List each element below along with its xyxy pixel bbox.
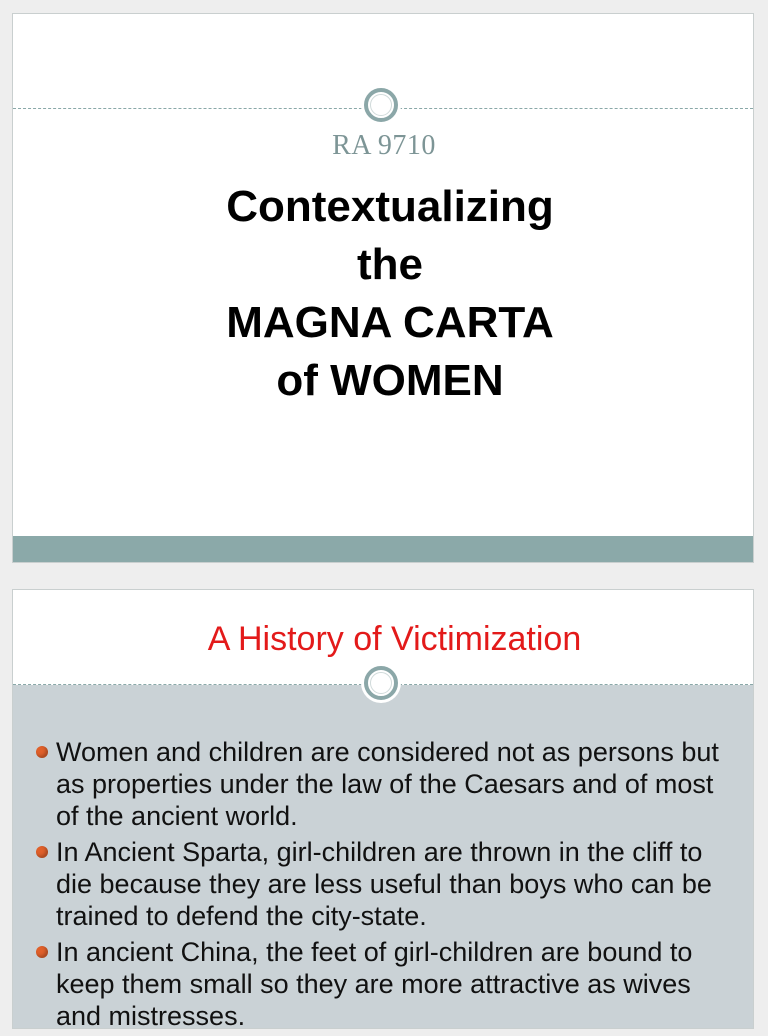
slide-subtitle: RA 9710 — [332, 130, 436, 161]
bullet-text: In ancient China, the feet of girl-children are bound to keep them small so they are more attractive as wives and mistresses. — [56, 937, 693, 1031]
title-line: the — [357, 240, 423, 289]
bullet-list — [34, 736, 734, 1036]
bullet-icon — [36, 846, 48, 858]
slide-heading: A History of Victimization — [207, 620, 582, 658]
slide-title — [13, 178, 754, 410]
title-line: Contextualizing — [226, 182, 554, 231]
footer-bar — [13, 536, 753, 562]
bullet-text: Women and children are considered not as persons but as properties under the law of the Caesars and of most of the ancient world. — [56, 737, 719, 831]
list-item — [34, 836, 734, 932]
title-line: of WOMEN — [276, 356, 504, 405]
bullet-icon — [36, 746, 48, 758]
title-slide — [12, 13, 754, 563]
list-item — [34, 736, 734, 832]
list-item — [34, 936, 734, 1032]
bullet-text: In Ancient Sparta, girl-children are thrown in the cliff to die because they are less useful than boys who can be trained to defend the city-state. — [56, 837, 712, 931]
bullet-icon — [36, 946, 48, 958]
title-line: MAGNA CARTA — [226, 298, 554, 347]
ring-ornament-icon — [364, 666, 398, 700]
ring-ornament-icon — [364, 88, 398, 122]
